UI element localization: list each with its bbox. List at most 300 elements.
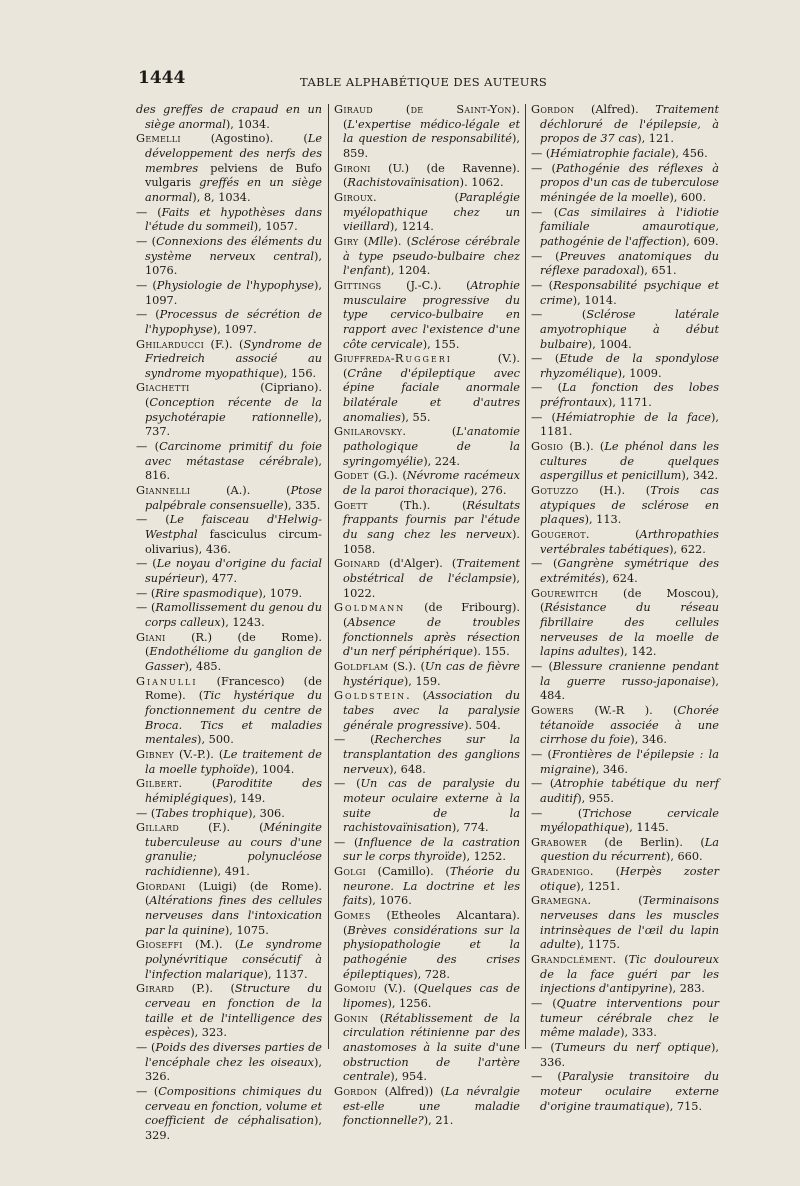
entry-text: (W.-R ). (: [573, 703, 678, 717]
work-title: Trichose cervicale myélopathique: [540, 806, 719, 835]
work-title: Absence de troubles fonctionnels après résection d'un nerf périphérique: [343, 615, 520, 659]
entry-text: ), 1076.: [145, 249, 322, 278]
entry-text: ), 1022.: [343, 572, 520, 600]
entry-text: ), 1004.: [250, 762, 295, 776]
work-title: Influence de la castration sur le corps thyroïde: [343, 835, 520, 864]
work-title: Pathogénie des réflexes à propos d'un cas de tuberculose méningée de la moelle: [540, 161, 719, 204]
author-name: Gemelli: [136, 132, 181, 146]
entry-text: (Luigi) (de Rome). (: [145, 879, 322, 908]
index-entry: [334, 499, 520, 558]
entry-text: ). 1058.: [343, 528, 520, 556]
work-title: Rétablissement de la circulation rétinienne par des anastomoses à la suite d'une obstruction de l'artère centrale: [343, 1011, 520, 1084]
entry-text: ), 1097.: [212, 322, 257, 336]
work-title: Herpès zoster otique: [540, 865, 719, 893]
entry-text: (P.). (: [174, 982, 235, 996]
author-name: Gomoiu: [334, 982, 377, 996]
work-title: Compositions chimiques du cerveau en fonction, volume et coefficient de céphalisation: [145, 1084, 322, 1128]
entry-text: (R.) (de Rome). (: [145, 630, 322, 659]
index-entry: [334, 660, 520, 689]
index-entry: [136, 557, 322, 586]
entry-text: ), 1256.: [387, 997, 432, 1011]
index-entry: [334, 557, 520, 601]
index-entry: [334, 689, 520, 733]
work-title: Le noyau d'origine du facial supérieur: [145, 557, 322, 585]
work-title: L'anatomie pathologique de la syringomyélie: [343, 425, 520, 468]
work-title: Le syndrome polynévritique consécutif à l'infection malarique: [145, 938, 322, 981]
index-entry: [334, 191, 520, 235]
entry-text: (M.). (: [182, 938, 240, 952]
entry-text: ), 816.: [145, 454, 322, 483]
entry-text: ), 728.: [413, 967, 450, 981]
entry-text: . (: [587, 894, 643, 908]
index-entry: [136, 484, 322, 513]
entry-text: ). 155.: [472, 645, 510, 659]
index-entry: [531, 836, 719, 865]
work-title: L'expertise médico-légale et la question de responsabilité: [343, 117, 520, 146]
author-name: Gibney: [136, 747, 174, 761]
entry-text: ), 155.: [422, 337, 460, 351]
entry-text: — (: [531, 146, 551, 160]
entry-text: ), 346.: [630, 733, 668, 747]
entry-text: ), 55.: [400, 410, 431, 424]
author-name: Grabower: [531, 835, 587, 849]
work-title: des greffes de crapaud en un siège anormal: [136, 103, 322, 131]
entry-text: ), 1057.: [253, 220, 298, 234]
index-entry: [334, 601, 520, 660]
work-title: Association du tabes avec la paralysie générale progressive: [343, 689, 521, 732]
entry-text: — (: [531, 997, 557, 1011]
work-title: Responsabilité psychique et crime: [540, 278, 719, 307]
entry-text: ). 1062.: [459, 176, 504, 190]
entry-text: ), 159.: [403, 674, 441, 688]
author-name: Ruggeri: [394, 352, 452, 366]
author-name: Giry: [334, 234, 359, 248]
index-entry: [531, 381, 719, 410]
entry-text: ), 485.: [184, 659, 222, 673]
author-name: Gosio: [531, 440, 564, 454]
index-entry: [136, 1041, 322, 1085]
index-entry: [531, 1041, 719, 1070]
entry-text: (Francesco) (de Rome). (: [145, 674, 322, 703]
entry-text: (Agostino). (: [180, 132, 308, 146]
entry-text: — (: [136, 1084, 159, 1098]
work-title: Trois cas atypiques de sclérose en plaques: [540, 484, 719, 527]
entry-text: (V.). (: [376, 982, 419, 996]
author-name: Godet: [334, 469, 369, 483]
work-title: Ptose palpébrale consensuelle: [145, 484, 322, 512]
entry-text: . (: [343, 103, 520, 131]
entry-text: ), 1034.: [225, 117, 270, 131]
entry-text: (G.). (: [368, 469, 407, 483]
work-title: Traitement obstétrical de l'éclampsie: [343, 557, 520, 585]
index-entry: [531, 894, 719, 953]
author-name: Ghilarducci: [136, 337, 205, 351]
entry-text: ), 954.: [390, 1070, 428, 1084]
index-entry: [531, 953, 719, 997]
index-entry: [334, 162, 520, 191]
author-name: Gotuzzo: [531, 484, 579, 498]
entry-text: . (: [585, 528, 640, 542]
work-title: Frontières de l'épilepsie : la migraine: [540, 747, 719, 776]
entry-text: ), 774.: [451, 821, 489, 835]
work-title: Crâne d'épileptique avec épine faciale anormale bilatérale et d'autres anomalies: [343, 366, 520, 424]
index-entry: [334, 352, 520, 425]
entry-text: (Alfred)) (: [377, 1084, 445, 1098]
author-name: Giordani: [136, 879, 186, 893]
entry-text: — (: [531, 278, 554, 292]
author-name: Giannelli: [136, 484, 191, 498]
entry-text: ), 1076.: [367, 894, 412, 908]
index-entry: [136, 938, 322, 982]
index-entry: [136, 748, 322, 777]
column-divider: [328, 104, 329, 1049]
entry-text: ), 346.: [591, 762, 629, 776]
entry-text: ), 1075.: [224, 923, 269, 937]
entry-text: — (: [136, 513, 170, 527]
index-entry: [334, 425, 520, 469]
entry-text: — (: [531, 352, 560, 366]
work-title: greffés en un siège anormal: [145, 176, 322, 204]
work-title: Gangrène symétrique des extrémités: [540, 557, 719, 585]
entry-text: ), 336.: [540, 1041, 719, 1069]
author-name: Gomes: [334, 909, 371, 923]
entry-text: — (: [136, 440, 160, 454]
entry-text: ), 333.: [620, 1026, 657, 1040]
work-title: Brèves considérations sur la physiopathologie et la pathogénie des crises épileptiques: [343, 923, 520, 981]
index-entry: [136, 587, 322, 602]
index-entry: [531, 279, 719, 308]
work-title: Le phénol dans les cultures de quelques aspergillus et penicillum: [540, 440, 720, 483]
entry-text: ), 1004.: [587, 337, 632, 351]
index-entry: [531, 308, 719, 352]
index-entry: [334, 279, 520, 352]
work-title: Un cas de paralysie du moteur oculaire externe à la suite de la rachistovaïnisation: [343, 777, 521, 835]
entry-text: ), 1097.: [145, 278, 322, 307]
index-entry: [531, 162, 719, 206]
entry-text: ), 21.: [423, 1114, 454, 1128]
index-entry: [136, 880, 322, 939]
index-entry: [531, 250, 719, 279]
index-entry: [531, 660, 719, 704]
index-entry: [531, 206, 719, 250]
index-entry: [136, 513, 322, 557]
entry-text: (Alfred).: [574, 103, 656, 116]
work-title: Paraplégie myélopathique chez un vieillard: [343, 190, 520, 234]
entry-text: (de Fribourg). (: [343, 601, 520, 629]
index-entry: [136, 103, 322, 132]
index-entry: [334, 836, 520, 865]
entry-text: — (: [136, 205, 162, 219]
work-title: Structure du cerveau en fonction de la taille et de l'intelligence des espèces: [145, 982, 322, 1040]
entry-text: (B.). (: [563, 440, 605, 454]
entry-text: — (: [531, 806, 583, 820]
entry-text: ), 609.: [681, 234, 719, 248]
entry-text: ), 1214.: [389, 220, 434, 234]
entry-text: ), 224.: [423, 454, 460, 468]
entry-text: — (: [531, 308, 587, 322]
index-entry: [531, 557, 719, 586]
entry-text: ), 1252.: [462, 850, 506, 864]
work-title: Paroditite des hémiplégiques: [145, 777, 323, 805]
entry-text: — (: [531, 659, 553, 673]
author-name: Gilbert: [136, 777, 179, 791]
index-entry: [531, 865, 719, 894]
work-title: Le traitement de la moelle typhoïde: [145, 747, 322, 776]
work-title: Poids des diverses parties de l'encéphale chez les oiseaux: [145, 1041, 322, 1069]
entry-text: ), 660.: [665, 850, 703, 864]
entry-text: ). 504.: [463, 718, 501, 732]
work-title: Paralysie transitoire du moteur oculaire externe d'origine traumatique: [540, 1070, 719, 1113]
author-name: Goldstein: [334, 689, 407, 703]
work-title: La névralgie est-elle une maladie fonctionnelle?: [343, 1084, 520, 1128]
entry-text: ), 326.: [145, 1055, 322, 1084]
work-title: Carcinome primitif du foie avec métastase cérébrale: [145, 440, 322, 468]
entry-text: ), 624.: [601, 572, 638, 585]
work-title: Tic douloureux de la face guéri par les injections d'antipyrine: [540, 953, 719, 996]
entry-text: — (: [531, 557, 558, 571]
work-title: Blessure cranienne pendant la guerre russo-japonaise: [540, 659, 719, 688]
entry-text: (: [368, 1011, 385, 1025]
entry-text: (V.). (: [343, 352, 520, 380]
index-entry: [136, 206, 322, 235]
work-title: Traitement déchloruré de l'épilepsie, à propos de 37 cas: [540, 103, 719, 146]
entry-text: ), 859.: [343, 132, 520, 160]
entry-text: ), 622.: [669, 542, 706, 556]
entry-text: (U.) (de Ravenne). (: [343, 161, 520, 190]
entry-text: ), 1079.: [258, 586, 303, 600]
entry-text: ), 113.: [584, 513, 622, 527]
work-title: Tabes trophique: [155, 806, 249, 820]
index-entry: [531, 484, 719, 528]
index-entry: [531, 411, 719, 440]
author-name: Gioseffi: [136, 938, 183, 952]
author-name: Gnilarovsky: [334, 425, 403, 439]
work-title: Conception récente de la psychotérapie rationnelle: [145, 396, 322, 424]
index-entry: [531, 1070, 719, 1114]
work-title: Le faisceau d'Helwig-Westphal: [145, 513, 322, 542]
entry-text: . (: [612, 953, 629, 967]
index-entry: [334, 1085, 520, 1129]
work-title: Tumeurs du nerf optique: [554, 1041, 711, 1054]
author-name: Goldmann: [334, 601, 406, 615]
index-entry: [531, 352, 719, 381]
page-number: 1444: [138, 68, 186, 88]
work-title: Endothéliome du ganglion de Gasser: [145, 645, 322, 673]
entry-text: ), 715.: [665, 1099, 703, 1113]
index-column-2: [334, 103, 520, 1129]
index-column-1: [136, 103, 322, 1144]
work-title: Sclérose cérébrale à type pseudo-bulbaire chez l'enfant: [343, 234, 521, 278]
entry-text: ), 1137.: [263, 967, 308, 981]
entry-text: (de Moscou), (: [540, 586, 719, 615]
work-title: Ramollissement du genou du corps calleux: [145, 601, 323, 629]
author-name: Girard: [136, 982, 175, 996]
entry-text: ), 276.: [469, 484, 507, 498]
index-entry: [136, 381, 322, 440]
work-title: Tic hystérique du fonctionnement du centre de Broca. Tics et maladies mentales: [145, 689, 322, 747]
entry-text: ), 477.: [200, 572, 238, 585]
author-name: Goett: [334, 498, 368, 512]
entry-text: — (: [334, 733, 375, 747]
work-title: Rire spasmodique: [155, 586, 259, 600]
entry-text: — (: [531, 381, 563, 395]
entry-text: ), 1204.: [386, 264, 431, 278]
work-title: Quelques cas de lipomes: [343, 982, 520, 1011]
entry-text: ), 955.: [577, 791, 614, 805]
entry-text: (d'Alger). (: [380, 557, 457, 571]
work-title: Etude de la spondylose rhyzomélique: [540, 352, 719, 380]
index-entry: [531, 807, 719, 836]
index-entry: [531, 440, 719, 484]
index-entry: [136, 821, 322, 880]
work-title: Mlle: [368, 234, 394, 248]
entry-text: (Camillo). (: [365, 865, 450, 879]
author-name: Grandclément: [531, 953, 613, 967]
author-name: Gironi: [334, 161, 371, 175]
index-entry: [136, 1085, 322, 1144]
entry-text: — (: [334, 835, 359, 849]
work-title: Théorie du neurone. La doctrine et les faits: [343, 865, 520, 908]
entry-text: ). (: [393, 234, 412, 248]
entry-text: (Etheoles Alcantara). (: [343, 909, 520, 937]
running-title: TABLE ALPHABÉTIQUE DES AUTEURS: [300, 75, 548, 89]
entry-text: (F.). (: [204, 337, 244, 351]
entry-text: ), 491.: [213, 865, 250, 879]
index-column-3: [531, 103, 719, 1114]
entry-text: — (: [531, 1041, 555, 1054]
work-title: Quatre interventions pour tumeur cérébrale chez le même malade: [540, 997, 719, 1040]
index-entry: [136, 601, 322, 630]
author-name: Gowers: [531, 703, 574, 717]
entry-text: — (: [531, 249, 560, 263]
work-title: Rachistovaïnisation: [347, 176, 460, 190]
entry-text: (Th.). (: [367, 498, 467, 512]
index-entry: [334, 777, 520, 836]
index-entry: [531, 704, 719, 748]
work-title: La question du récurrent: [540, 835, 719, 864]
work-title: Processus de sécrétion de l'hypophyse: [145, 308, 323, 336]
work-title: Méningite tuberculeuse au cours d'une granulie; polynucléose rachidienne: [145, 821, 322, 879]
entry-text: . (: [406, 689, 428, 703]
author-name: Goldflam: [334, 659, 389, 673]
entry-text: ), 484.: [540, 674, 719, 703]
index-entry: [531, 748, 719, 777]
index-entry: [334, 733, 520, 777]
column-divider: [525, 104, 526, 1049]
entry-text: — (: [136, 308, 160, 322]
index-entry: [334, 103, 520, 162]
work-title: Atrophie musculaire progressive du type cervico-bulbaire en rapport avec l'existence d'une côte cervicale: [343, 278, 520, 351]
author-name: Giani: [136, 630, 166, 644]
entry-text: ), 329.: [145, 1114, 322, 1142]
author-name: Gradenigo: [531, 865, 590, 879]
author-name: Golgi: [334, 865, 366, 879]
index-entry: [136, 631, 322, 675]
entry-text: ), 335.: [283, 498, 321, 512]
work-title: Névrome racémeux de la paroi thoracique: [343, 469, 520, 498]
index-entry: [136, 338, 322, 382]
entry-text: — (: [531, 777, 555, 791]
entry-text: ), 1014.: [572, 293, 617, 307]
work-title: La fonction des lobes préfrontaux: [540, 381, 720, 410]
index-entry: [136, 235, 322, 279]
entry-text: ), 156.: [279, 366, 317, 380]
author-name: Gordon: [531, 103, 575, 116]
author-name: Gonin: [334, 1011, 369, 1025]
entry-text: ), 323.: [190, 1026, 227, 1040]
index-entry: [334, 909, 520, 982]
work-title: Le développement des nerfs des membres: [145, 132, 322, 175]
index-entry: [334, 865, 520, 909]
author-name: Gramegna: [531, 894, 588, 908]
entry-text: ), 737.: [145, 410, 322, 439]
author-name: Gourewitch: [531, 586, 599, 600]
index-entry: [136, 807, 322, 822]
entry-text: ), 306.: [248, 806, 285, 820]
author-name: Giroux: [334, 190, 374, 204]
entry-text: — (: [136, 806, 156, 820]
entry-text: ), 1181.: [540, 410, 719, 439]
entry-text: (F.). (: [179, 821, 264, 835]
entry-text: ), 1171.: [607, 396, 652, 410]
index-entry: [531, 997, 719, 1041]
author-name: Giraud (de Saint-Yon): [334, 103, 517, 116]
index-entry: [334, 1012, 520, 1085]
index-entry: [136, 675, 322, 748]
author-name: Gillard: [136, 821, 180, 835]
work-title: Preuves anatomiques du réflexe paradoxal: [540, 249, 720, 278]
entry-text: — (: [136, 586, 156, 600]
work-title: Recherches sur la transplantation des ganglions nerveux: [343, 733, 521, 776]
entry-text: — (: [136, 234, 157, 248]
entry-text: . (: [589, 865, 621, 879]
author-name: Gordon: [334, 1084, 378, 1098]
index-entry: [136, 132, 322, 205]
entry-text: — (: [531, 1070, 562, 1084]
index-entry: [136, 308, 322, 337]
author-name: Gianulli: [136, 674, 198, 688]
entry-text: ), 142.: [619, 645, 657, 659]
index-entry: [531, 587, 719, 660]
index-entry: [136, 279, 322, 308]
entry-text: — (: [531, 410, 556, 424]
entry-text: ), 121.: [637, 132, 674, 146]
entry-text: ), 1009.: [617, 366, 662, 380]
entry-text: — (: [136, 557, 157, 571]
index-entry: [531, 777, 719, 806]
entry-text: ), 1243.: [220, 615, 265, 629]
work-title: Altérations fines des cellules nerveuses dans l'intoxication par la quinine: [145, 894, 322, 937]
entry-text: (S.). (: [388, 659, 425, 673]
work-title: Résistance du réseau fibrillaire des cellules nerveuses de la moelle de lapins adultes: [540, 601, 719, 659]
entry-text: ), 8, 1034.: [192, 190, 251, 204]
work-title: Atrophie tabétique du nerf auditif: [540, 777, 720, 805]
index-entry: [531, 147, 719, 162]
work-title: Hémiatrophie faciale: [550, 146, 671, 160]
work-title: Résultats frappants fournis par l'étude du sang chez les nerveux: [343, 498, 520, 542]
index-entry: [136, 982, 322, 1041]
entry-text: (J.-C.). (: [381, 278, 471, 292]
work-title: Syndrome de Friedreich associé au syndrome myopathique: [145, 337, 322, 380]
work-title: Physiologie de l'hypophyse: [156, 278, 314, 292]
work-title: Faits et hypothèses dans l'étude du sommeil: [145, 205, 322, 234]
entry-text: — (: [531, 747, 552, 761]
entry-text: (V.-P.). (: [173, 747, 224, 761]
author-name: Giachetti: [136, 381, 190, 395]
index-entry: [136, 777, 322, 806]
index-entry: [136, 440, 322, 484]
entry-text: — (: [136, 278, 157, 292]
